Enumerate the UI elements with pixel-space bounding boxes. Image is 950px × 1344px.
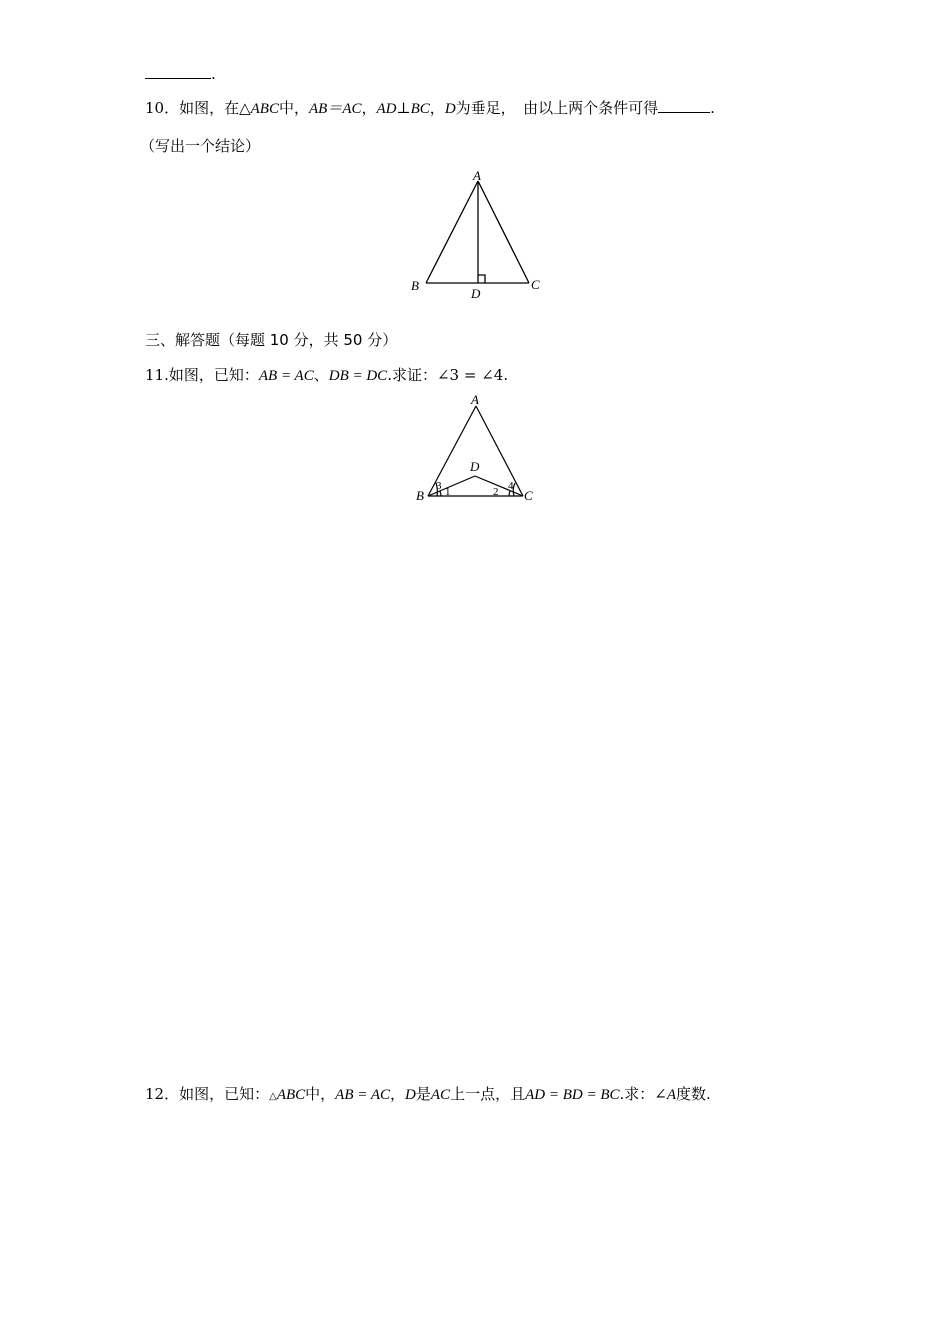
label-c: C: [531, 277, 540, 292]
label-angle-2: 2: [493, 486, 499, 498]
label-a: A: [473, 168, 481, 183]
label-c: C: [524, 488, 533, 503]
label-b: B: [411, 278, 419, 293]
label-d: D: [470, 459, 480, 474]
section-3-title: 三、解答题（每题 10 分，共 50 分）: [145, 331, 398, 349]
question-11: 11.如图，已知：AB = AC、DB = DC.求证：∠3 = ∠4.: [145, 366, 509, 384]
segment-dc: [475, 476, 523, 496]
figure-q11-triangle: [0, 0, 950, 520]
question-10: 10．如图，在△ABC中，AB＝AC，AD⊥BC，D为垂足， 由以上两个条件可得 .: [145, 99, 715, 117]
top-answer-line: .: [145, 64, 216, 84]
label-angle-4: 4: [508, 480, 514, 492]
label-d: D: [471, 286, 481, 301]
label-angle-3: 3: [436, 480, 442, 492]
label-a: A: [471, 392, 479, 407]
question-12: 12．如图，已知：△ABC中，AB = AC，D是AC上一点，且AD = BD = BC.求：∠A度数.: [145, 1085, 711, 1103]
question-number: 10．: [145, 99, 180, 117]
question-number: 12．: [145, 1085, 180, 1103]
side-ac: [476, 406, 523, 496]
label-b: B: [416, 488, 424, 503]
question-number: 11.: [145, 366, 169, 384]
question-10-hint: （写出一个结论）: [140, 137, 261, 155]
label-angle-1: 1: [445, 486, 451, 498]
